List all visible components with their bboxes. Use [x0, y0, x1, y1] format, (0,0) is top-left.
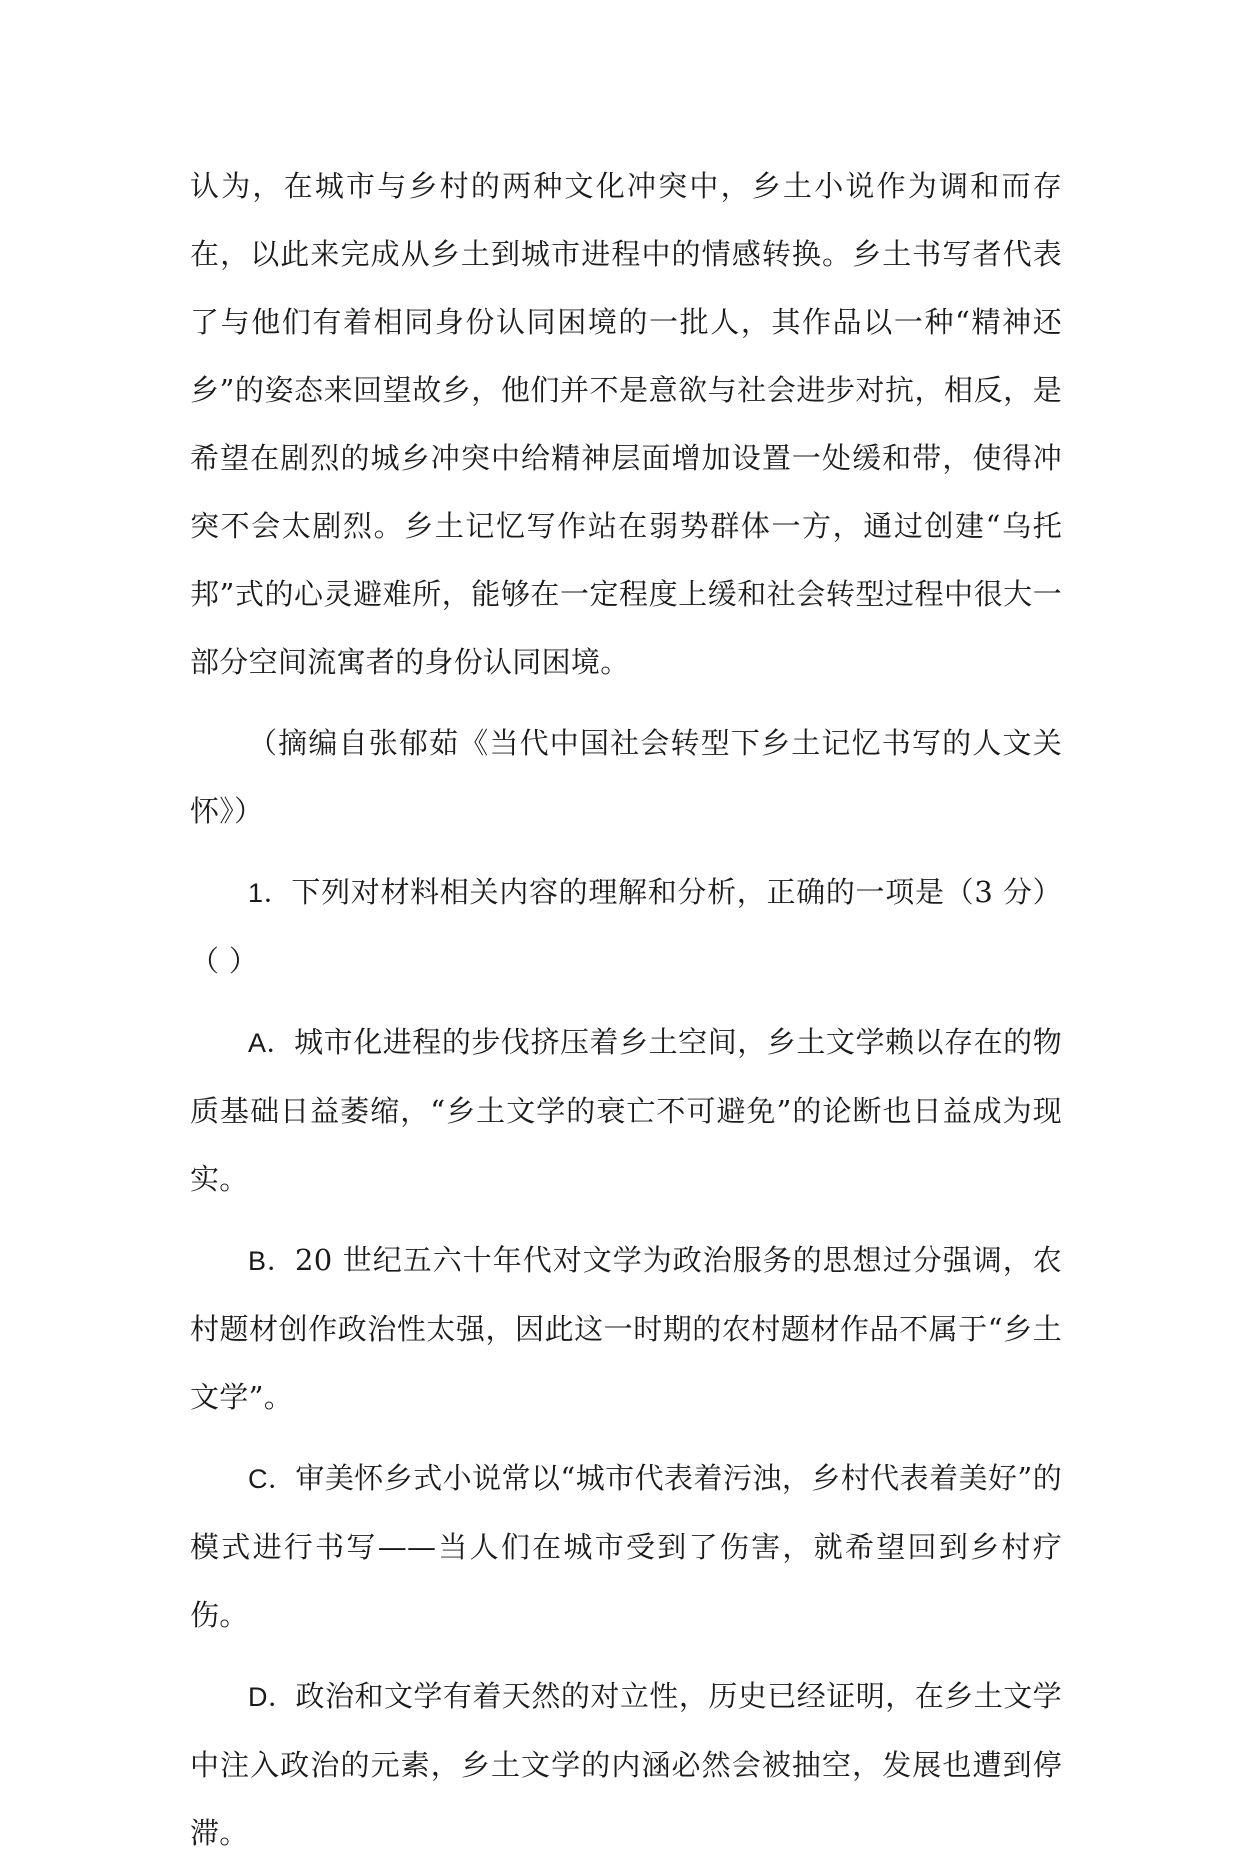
option-label: B． [248, 1246, 296, 1276]
option-label: C． [248, 1464, 296, 1494]
option-text: 审美怀乡式小说常以“城市代表着污浊，乡村代表着美好”的模式进行书写——当人们在城市受到了伤害，就希望回到乡村疗伤。 [190, 1461, 1062, 1632]
option-text: 20 世纪五六十年代对文学为政治服务的思想过分强调，农村题材创作政治性太强，因此这一时期的农村题材作品不属于“乡土文学”。 [190, 1243, 1062, 1414]
option-label: A． [248, 1028, 295, 1058]
option-text: 城市化进程的步伐挤压着乡土空间，乡土文学赖以存在的物质基础日益萎缩，“乡土文学的衰亡不可避免”的论断也日益成为现实。 [190, 1025, 1063, 1196]
option-label: D． [248, 1682, 296, 1712]
option-a [190, 1008, 1062, 1213]
question-number: 1． [248, 878, 292, 908]
source-citation: （摘编自张郁茹《当代中国社会转型下乡土记忆书写的人文关怀》） [190, 726, 1062, 828]
body-paragraph: 认为，在城市与乡村的两种文化冲突中，乡土小说作为调和而存在，以此来完成从乡土到城市进程中的情感转换。乡土书写者代表了与他们有着相同身份认同困境的一批人，其作品以一种“精神还乡”的姿态来回望故乡，他们并不是意欲与社会进步对抗，相反，是希望在剧烈的城乡冲突中给精神层面增加设置一处缓和带，使得冲突不会太剧烈。乡土记忆写作站在弱势群体一方，通过创建“乌托邦”式的心灵避难所，能够在一定程度上缓和社会转型过程中很大一部分空间流寓者的身份认同困境。 [190, 169, 1062, 679]
document-body [190, 152, 1062, 1867]
question-text: 下列对材料相关内容的理解和分析，正确的一项是（3 分）（ ） [190, 875, 1062, 978]
option-text: 政治和文学有着天然的对立性，历史已经证明，在乡土文学中注入政治的元素，乡土文学的内涵必然会被抽空，发展也遭到停滞。 [190, 1679, 1062, 1850]
option-d [190, 1662, 1062, 1867]
question-stem [190, 858, 1062, 995]
option-b [190, 1226, 1062, 1431]
option-c [190, 1444, 1062, 1649]
